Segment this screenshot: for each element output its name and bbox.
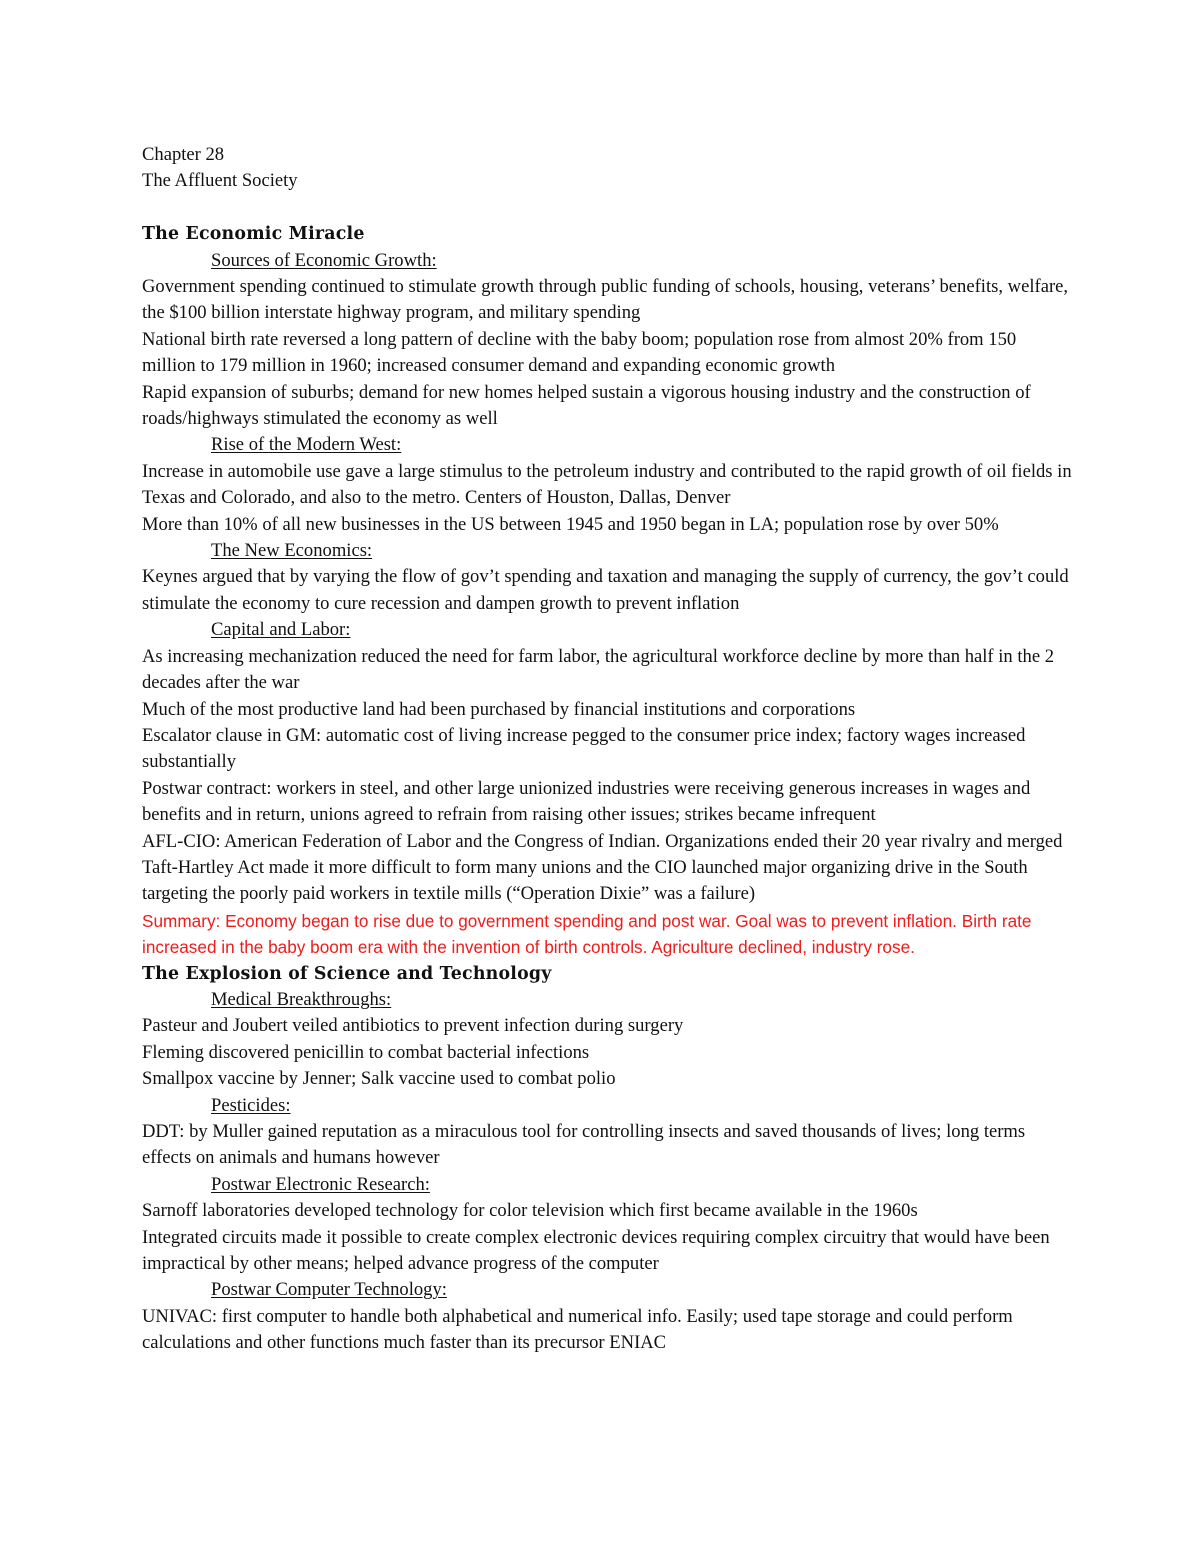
paragraph: Escalator clause in GM: automatic cost of living increase pegged to the consumer price index; factory wages increased substantially [142, 724, 1026, 773]
paragraph: UNIVAC: first computer to handle both alphabetical and numerical info. Easily; used tape storage and could perform calculations and other functions much faster than its precursor ENIAC [142, 1305, 1013, 1354]
document-page [142, 142, 1072, 1357]
subsection-heading: Capital and Labor: [211, 619, 351, 641]
summary-note: Summary: Economy began to rise due to government spending and post war. Goal was to prevent inflation. Birth rate increased in the baby boom era with the invention of birth controls. Agriculture declined, industry rose. [142, 910, 1032, 958]
chapter-title: The Affluent Society [142, 170, 298, 192]
section-science-technology [142, 961, 1072, 1357]
section-economic-miracle [142, 221, 1072, 960]
blank-line [142, 195, 1072, 221]
paragraph: More than 10% of all new businesses in the US between 1945 and 1950 began in LA; population rose by over 50% [142, 513, 999, 535]
paragraph: Fleming discovered penicillin to combat bacterial infections [142, 1041, 590, 1063]
chapter-number: Chapter 28 [142, 144, 225, 165]
paragraph: Increase in automobile use gave a large stimulus to the petroleum industry and contributed to the rapid growth of oil fields in Texas and Colorado, and also to the metro. Centers of Houston, Dallas, Denver [142, 460, 1072, 509]
paragraph: Pasteur and Joubert veiled antibiotics to prevent infection during surgery [142, 1015, 684, 1037]
paragraph: Integrated circuits made it possible to create complex electronic devices requiring complex circuitry that would have been impractical by other means; helped advance progress of the computer [142, 1226, 1050, 1275]
paragraph: Postwar contract: workers in steel, and other large unionized industries were receiving generous increases in wages and benefits and in return, unions agreed to refrain from raising other issues; strikes became infrequent [142, 777, 1031, 826]
paragraph: Rapid expansion of suburbs; demand for new homes helped sustain a vigorous housing industry and the construction of roads/highways stimulated the economy as well [142, 381, 1031, 430]
subsection-heading: Pesticides: [211, 1094, 291, 1116]
paragraph: Much of the most productive land had been purchased by financial institutions and corporations [142, 698, 856, 720]
paragraph: National birth rate reversed a long pattern of decline with the baby boom; population rose from almost 20% from 150 million to 179 million in 1960; increased consumer demand and expanding economic growth [142, 328, 1017, 377]
paragraph: Taft-Hartley Act made it more difficult to form many unions and the CIO launched major organizing drive in the South targeting the poorly paid workers in textile mills (“Operation Dixie” was a failure) [142, 856, 1028, 905]
paragraph: DDT: by Muller gained reputation as a miraculous tool for controlling insects and saved thousands of lives; long terms effects on animals and humans however [142, 1121, 1026, 1169]
section-heading: The Explosion of Science and Technology [142, 963, 552, 984]
subsection-heading: Rise of the Modern West: [211, 434, 402, 456]
section-heading: The Economic Miracle [142, 224, 365, 245]
subsection-heading: Medical Breakthroughs: [211, 988, 392, 1010]
paragraph: As increasing mechanization reduced the need for farm labor, the agricultural workforce decline by more than half in the 2 decades after the war [142, 645, 1055, 694]
paragraph: Government spending continued to stimulate growth through public funding of schools, housing, veterans’ benefits, welfare, the $100 billion interstate highway program, and military spending [142, 276, 1069, 324]
subsection-heading: Postwar Computer Technology: [211, 1279, 447, 1301]
paragraph: Keynes argued that by varying the flow of gov’t spending and taxation and managing the supply of currency, the gov’t could stimulate the economy to cure recession and dampen growth to prevent inflation [142, 566, 1069, 614]
paragraph: AFL-CIO: American Federation of Labor and the Congress of Indian. Organizations ended their 20 year rivalry and merged [142, 830, 1063, 852]
paragraph: Sarnoff laboratories developed technology for color television which first became available in the 1960s [142, 1200, 918, 1222]
subsection-heading: The New Economics: [211, 540, 373, 562]
paragraph: Smallpox vaccine by Jenner; Salk vaccine used to combat polio [142, 1068, 616, 1090]
subsection-heading: Sources of Economic Growth: [211, 249, 437, 271]
subsection-heading: Postwar Electronic Research: [211, 1173, 430, 1195]
